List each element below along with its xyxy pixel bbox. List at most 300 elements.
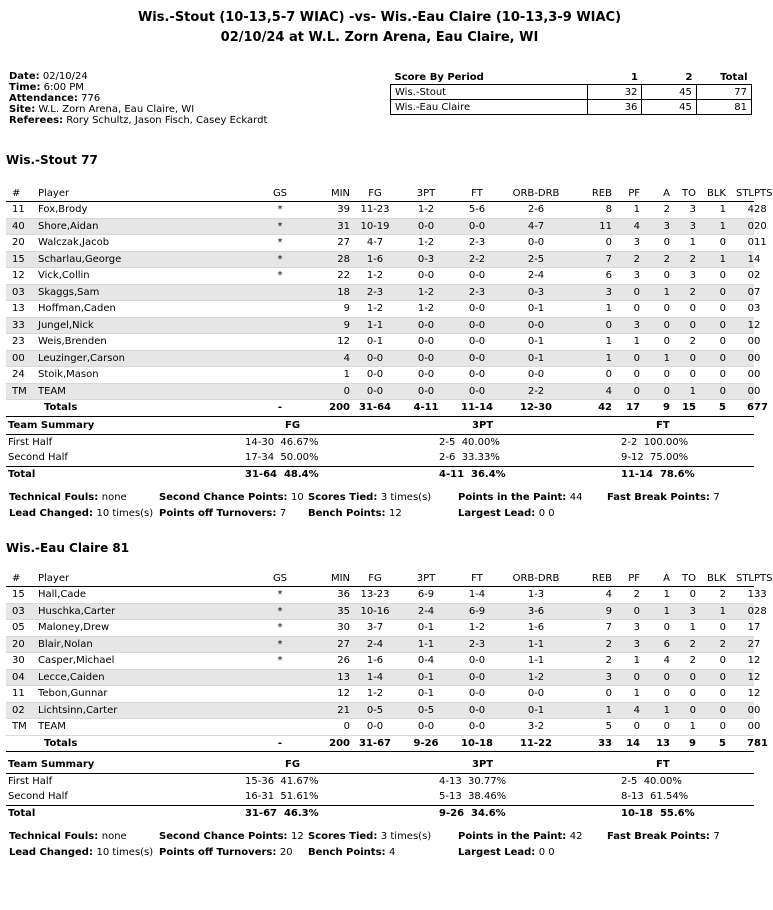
stat-cell: 0-0 [350, 383, 400, 400]
period-2-score: 45 [642, 85, 696, 100]
player-name: Scharlau,George [38, 251, 250, 268]
stat-cell: 31 [310, 218, 350, 235]
period-total-score: 81 [696, 100, 751, 115]
stat-cell: 1 [640, 603, 670, 620]
player-row: TM TEAM 0 0-0 0-0 0-0 3-2 5 0 0 1 0 0 0 [6, 719, 754, 736]
totals-cell: 15 [670, 400, 696, 417]
stat-cell: 1 [612, 202, 640, 219]
player-name: Hall,Cade [38, 587, 250, 604]
stat-cell: 0 [696, 235, 726, 252]
stat-cell: 4-7 [350, 235, 400, 252]
totals-cell [6, 735, 38, 752]
summary-cell: 31-64 48.4% [245, 468, 319, 480]
player-row: 15 Hall,Cade * 36 13-23 6-9 1-4 1-3 4 2 1 0 2 1 33 [6, 587, 754, 604]
stat-cell: 0 [570, 317, 612, 334]
stat-cell: 0-1 [400, 686, 452, 703]
misc-stat-value: none [101, 831, 127, 842]
stat-cell: 1-1 [400, 636, 452, 653]
stat-cell: 1 [570, 334, 612, 351]
stat-cell: 2 [670, 251, 696, 268]
stat-cell: 2-2 [502, 383, 570, 400]
stat-cell: 0 [696, 669, 726, 686]
stat-cell: 1-1 [350, 317, 400, 334]
misc-stat-label: Technical Fouls: [9, 492, 99, 503]
summary-cell: 2-5 40.00% [621, 775, 682, 787]
misc-stat-value: 3 times(s) [380, 831, 432, 842]
totals-cell: 14 [612, 735, 640, 752]
stat-cell: 27 [310, 235, 350, 252]
stat-cell: 0-1 [350, 334, 400, 351]
stat-cell: 0-5 [400, 702, 452, 719]
stat-cell: 1-2 [452, 620, 502, 637]
misc-stat-label: Bench Points: [308, 508, 386, 519]
column-header: A [640, 186, 670, 202]
stat-cell: 1-6 [350, 653, 400, 670]
stat-cell: 0 [726, 334, 754, 351]
stat-cell: 18 [310, 284, 350, 301]
stat-cell: 2-4 [502, 268, 570, 285]
misc-stat-paint [458, 831, 583, 842]
stat-cell: 0 [640, 268, 670, 285]
stat-cell: 3 [670, 202, 696, 219]
summary-cell: 9-26 34.6% [439, 807, 506, 819]
stat-cell: 0 [726, 235, 754, 252]
misc-stat-value: 12 [389, 508, 402, 519]
summary-row [6, 450, 754, 466]
stat-cell: * [250, 251, 310, 268]
stat-cell: 0-1 [502, 301, 570, 318]
player-name: Tebon,Gunnar [38, 686, 250, 703]
stat-cell: 05 [6, 620, 38, 637]
stat-cell: 1 [726, 587, 754, 604]
player-row: 20 Blair,Nolan * 27 2-4 1-1 2-3 1-1 2 3 6 2 2 2 7 [6, 636, 754, 653]
stat-cell: 1 [570, 350, 612, 367]
player-row: 11 Tebon,Gunnar 12 1-2 0-1 0-0 0-0 0 1 0 0 0 1 2 [6, 686, 754, 703]
stat-cell [250, 301, 310, 318]
stat-cell: 1-6 [502, 620, 570, 637]
score-by-period [390, 71, 752, 115]
misc-stat-label: Lead Changed: [9, 847, 93, 858]
stat-cell: 1-4 [452, 587, 502, 604]
stat-cell: 1 [670, 235, 696, 252]
misc-stat-lead [9, 508, 153, 519]
stat-cell [250, 350, 310, 367]
misc-stat-value: 12 [291, 831, 304, 842]
player-row: 03 Huschka,Carter * 35 10-16 2-4 6-9 3-6 9 0 1 3 1 0 28 [6, 603, 754, 620]
misc-stat-label: Technical Fouls: [9, 831, 99, 842]
misc-stat-label: Fast Break Points: [607, 831, 710, 842]
player-row: 20 Walczak,Jacob * 27 4-7 1-2 2-3 0-0 0 3 0 1 0 0 11 [6, 235, 754, 252]
totals-cell: - [250, 400, 310, 417]
stat-cell: * [250, 268, 310, 285]
stat-cell: 27 [310, 636, 350, 653]
stat-cell: * [250, 218, 310, 235]
stat-cell: 1 [696, 603, 726, 620]
misc-stat-value: 7 [713, 831, 720, 842]
attendance-value: 776 [81, 93, 101, 104]
misc-stat-label: Points off Turnovers: [159, 508, 277, 519]
summary-cell: FT [656, 420, 670, 431]
misc-stat-paint [458, 492, 583, 503]
stat-cell: 0 [612, 603, 640, 620]
summary-cell: Second Half [8, 791, 68, 802]
stat-cell: 30 [6, 653, 38, 670]
totals-cell: 13 [640, 735, 670, 752]
stat-cell: 1 [696, 202, 726, 219]
referees-value: Rory Schultz, Jason Fisch, Casey Eckardt [66, 115, 268, 126]
player-name: Weis,Brenden [38, 334, 250, 351]
summary-cell: Total [8, 468, 36, 480]
misc-stat-label: Scores Tied: [308, 831, 378, 842]
period-2-score: 45 [642, 100, 696, 115]
stat-cell: 5-6 [452, 202, 502, 219]
stat-cell: 0 [670, 669, 696, 686]
stat-cell: 11 [6, 686, 38, 703]
column-header: FT [452, 186, 502, 202]
column-header: ORB-DRB [502, 571, 570, 587]
summary-cell: 3PT [472, 759, 494, 770]
summary-header [6, 757, 754, 774]
stat-cell: 0 [696, 268, 726, 285]
stat-cell [250, 284, 310, 301]
stat-cell [250, 669, 310, 686]
totals-cell: 200 [310, 735, 350, 752]
attendance-label: Attendance: [9, 93, 78, 104]
stat-cell: 2 [670, 653, 696, 670]
stat-cell: 0-0 [400, 268, 452, 285]
misc-stat-bench [308, 508, 402, 519]
column-header: A [640, 571, 670, 587]
totals-cell: 12-30 [502, 400, 570, 417]
stat-cell: 1 [310, 367, 350, 384]
stat-cell [250, 383, 310, 400]
stat-cell: 1 [726, 620, 754, 637]
stat-cell: 0-0 [452, 686, 502, 703]
stat-cell: 1 [612, 334, 640, 351]
summary-cell: FG [285, 420, 301, 431]
misc-stat-value: 42 [569, 831, 583, 842]
misc-stat-label: Points off Turnovers: [159, 847, 277, 858]
stat-cell: 0 [696, 620, 726, 637]
stat-cell: 0 [640, 317, 670, 334]
stat-cell: 1-2 [350, 301, 400, 318]
player-name: Fox,Brody [38, 202, 250, 219]
stat-cell: 10-16 [350, 603, 400, 620]
stat-cell: 0-0 [400, 334, 452, 351]
stat-cell: 2 [670, 334, 696, 351]
player-row: 13 Hoffman,Caden 9 1-2 1-2 0-0 0-1 1 0 0 0 0 0 3 [6, 301, 754, 318]
stat-cell: 15 [6, 587, 38, 604]
summary-cell: 11-14 78.6% [621, 468, 695, 480]
period-total-header: Total [696, 71, 751, 85]
player-name: Maloney,Drew [38, 620, 250, 637]
misc-stat-lead [9, 847, 153, 858]
stat-cell: 0 [726, 383, 754, 400]
stat-cell: 40 [6, 218, 38, 235]
stat-cell: 0 [696, 334, 726, 351]
player-name: Blair,Nolan [38, 636, 250, 653]
stat-cell: 2-5 [502, 251, 570, 268]
totals-cell: 42 [570, 400, 612, 417]
stat-cell: 1-2 [400, 235, 452, 252]
stat-cell: 15 [6, 251, 38, 268]
stat-cell: 4 [726, 202, 754, 219]
column-header: BLK [696, 186, 726, 202]
stat-cell: 0-0 [452, 702, 502, 719]
column-header: TO [670, 186, 696, 202]
stat-cell: 1 [726, 251, 754, 268]
summary-cell: FT [656, 759, 670, 770]
stat-cell: 2 [696, 587, 726, 604]
stat-cell: 0 [726, 218, 754, 235]
stat-cell: 4 [570, 383, 612, 400]
column-header: FG [350, 571, 400, 587]
stat-cell: 1-2 [400, 301, 452, 318]
period-team: Wis.-Stout [391, 85, 588, 100]
misc-stat-largest [458, 847, 555, 858]
stat-cell: 1 [670, 383, 696, 400]
misc-stat-value: 3 times(s) [380, 492, 432, 503]
stat-cell: * [250, 235, 310, 252]
stat-cell: 2 [570, 636, 612, 653]
stat-cell: 0-0 [452, 268, 502, 285]
totals-cell: 4-11 [400, 400, 452, 417]
stat-cell: 3 [670, 268, 696, 285]
totals-cell: 11-14 [452, 400, 502, 417]
player-name: TEAM [38, 719, 250, 736]
totals-row: Totals - 200 31-67 9-26 10-18 11-22 33 14 13 9 5 7 81 [6, 735, 754, 752]
stat-cell: 0 [726, 350, 754, 367]
stat-cell: 0 [640, 334, 670, 351]
totals-cell: 200 [310, 400, 350, 417]
stat-cell: 0-3 [400, 251, 452, 268]
column-header: FT [452, 571, 502, 587]
misc-stat-second [159, 492, 304, 503]
period-2-header: 2 [642, 71, 696, 85]
summary-row [6, 774, 754, 790]
box-score-header-row: # Player GS MIN FG 3PT FT ORB-DRB REB PF A TO BLK STL PTS [6, 571, 754, 587]
player-name: Huschka,Carter [38, 603, 250, 620]
stat-cell: 4-7 [502, 218, 570, 235]
box-score-header-row: # Player GS MIN FG 3PT FT ORB-DRB REB PF A TO BLK STL PTS [6, 186, 754, 202]
stat-cell: 0 [696, 350, 726, 367]
stat-cell: 0 [640, 383, 670, 400]
stat-cell: 0 [640, 620, 670, 637]
misc-stat-value: 7 [279, 508, 287, 519]
summary-row [6, 435, 754, 451]
stat-cell: 00 [6, 350, 38, 367]
stat-cell: 0 [640, 669, 670, 686]
stat-cell: 0 [696, 719, 726, 736]
stat-cell: 0 [612, 719, 640, 736]
misc-stat-tech [9, 831, 127, 842]
stat-cell: 0-0 [452, 383, 502, 400]
stat-cell: 5 [570, 719, 612, 736]
stat-cell: 2 [612, 251, 640, 268]
stat-cell: * [250, 620, 310, 637]
stat-cell: 0-0 [452, 317, 502, 334]
stat-cell: 12 [6, 268, 38, 285]
player-name: Shore,Aidan [38, 218, 250, 235]
stat-cell: 0 [726, 603, 754, 620]
stat-cell: 0 [570, 235, 612, 252]
stat-cell: 0-0 [400, 383, 452, 400]
summary-cell: 2-2 100.00% [621, 436, 689, 448]
stat-cell: 4 [640, 653, 670, 670]
stat-cell: 0 [696, 383, 726, 400]
date-label: Date: [9, 71, 40, 82]
totals-cell: 33 [570, 735, 612, 752]
misc-stat-tech [9, 492, 127, 503]
player-name: Leuzinger,Carson [38, 350, 250, 367]
stat-cell: 0-0 [452, 653, 502, 670]
stat-cell: 0 [670, 587, 696, 604]
stat-cell: 0 [696, 702, 726, 719]
totals-cell: 17 [612, 400, 640, 417]
stat-cell: 21 [310, 702, 350, 719]
stat-cell: 13 [6, 301, 38, 318]
stat-cell: 0 [612, 669, 640, 686]
misc-stat-fast [607, 831, 720, 842]
player-name: Vick,Collin [38, 268, 250, 285]
stat-cell: 1 [612, 686, 640, 703]
stat-cell: 3 [670, 603, 696, 620]
player-name: Walczak,Jacob [38, 235, 250, 252]
stat-cell: 0-0 [400, 350, 452, 367]
column-header: REB [570, 571, 612, 587]
misc-stat-value: 10 times(s) [96, 508, 154, 519]
stat-cell: 6-9 [400, 587, 452, 604]
stat-cell: 0-0 [452, 350, 502, 367]
time-value: 6:00 PM [43, 82, 84, 93]
stat-cell: 2 [640, 251, 670, 268]
stat-cell: 13-23 [350, 587, 400, 604]
stat-cell: * [250, 587, 310, 604]
misc-stat-label: Points in the Paint: [458, 831, 567, 842]
totals-cell: 6 [726, 400, 754, 417]
stat-cell: 2-3 [452, 284, 502, 301]
stat-cell: 0 [670, 350, 696, 367]
stat-cell: 3 [612, 636, 640, 653]
player-row: 33 Jungel,Nick 9 1-1 0-0 0-0 0-0 0 3 0 0 0 1 2 [6, 317, 754, 334]
stat-cell: 1 [640, 350, 670, 367]
stat-cell: 0 [670, 702, 696, 719]
stat-cell: 0 [726, 702, 754, 719]
totals-cell: Totals [38, 400, 250, 417]
stat-cell: 0 [310, 719, 350, 736]
stat-cell: 0-1 [502, 334, 570, 351]
stat-cell: 0 [670, 367, 696, 384]
stat-cell: 3 [612, 317, 640, 334]
misc-stat-value: 7 [713, 492, 720, 503]
stat-cell: 3 [570, 669, 612, 686]
player-row: 02 Lichtsinn,Carter 21 0-5 0-5 0-0 0-1 1 4 1 0 0 0 0 [6, 702, 754, 719]
stat-cell: 4 [612, 218, 640, 235]
column-header: GS [250, 571, 310, 587]
stat-cell: 1-3 [502, 587, 570, 604]
column-header: MIN [310, 186, 350, 202]
misc-stat-turnovers [159, 847, 293, 858]
stat-cell: TM [6, 719, 38, 736]
summary-cell: 5-13 38.46% [439, 791, 507, 802]
stat-cell: 1 [726, 686, 754, 703]
stat-cell: 9 [310, 301, 350, 318]
player-name: Lecce,Caiden [38, 669, 250, 686]
player-name: Casper,Michael [38, 653, 250, 670]
stat-cell: 33 [6, 317, 38, 334]
stat-cell: 03 [6, 284, 38, 301]
totals-cell: 31-64 [350, 400, 400, 417]
stat-cell: 2-4 [400, 603, 452, 620]
misc-stat-label: Second Chance Points: [159, 492, 288, 503]
player-row: 05 Maloney,Drew * 30 3-7 0-1 1-2 1-6 7 3 0 1 0 1 7 [6, 620, 754, 637]
totals-cell: - [250, 735, 310, 752]
stat-cell: * [250, 653, 310, 670]
misc-stat-value: 20 [279, 847, 293, 858]
player-row: TM TEAM 0 0-0 0-0 0-0 2-2 4 0 0 1 0 0 0 [6, 383, 754, 400]
stat-cell [250, 686, 310, 703]
stat-cell: 1-1 [502, 636, 570, 653]
totals-cell: 9 [640, 400, 670, 417]
summary-cell: 4-13 30.77% [439, 775, 507, 787]
summary-cell: 14-30 46.67% [245, 436, 319, 448]
stat-cell: 12 [310, 334, 350, 351]
player-name: Jungel,Nick [38, 317, 250, 334]
site-label: Site: [9, 104, 36, 115]
stat-cell: 2-3 [350, 284, 400, 301]
player-row: 03 Skaggs,Sam 18 2-3 1-2 2-3 0-3 3 0 1 2 0 0 7 [6, 284, 754, 301]
column-header: Player [38, 186, 250, 202]
period-1-score: 32 [587, 85, 641, 100]
game-subtitle: 02/10/24 at W.L. Zorn Arena, Eau Claire, WI [220, 30, 539, 45]
stat-cell: 1 [726, 653, 754, 670]
misc-stat-largest [458, 508, 555, 519]
summary-cell: Team Summary [8, 759, 95, 770]
totals-cell: 31-67 [350, 735, 400, 752]
stat-cell: 0-0 [502, 686, 570, 703]
stat-cell: 0 [612, 284, 640, 301]
stat-cell: 0 [640, 367, 670, 384]
player-row: 12 Vick,Collin * 22 1-2 0-0 0-0 2-4 6 3 0 3 0 0 2 [6, 268, 754, 285]
stat-cell: 1-1 [502, 653, 570, 670]
stat-cell: 0-1 [502, 350, 570, 367]
misc-stat-tied [308, 492, 431, 503]
summary-cell: Second Half [8, 452, 68, 463]
summary-cell: 10-18 55.6% [621, 807, 695, 819]
score-by-period-title: Score By Period [391, 71, 588, 85]
box-score-table [6, 186, 773, 417]
stat-cell: 39 [310, 202, 350, 219]
misc-stat-label: Bench Points: [308, 847, 386, 858]
stat-cell: 0 [696, 367, 726, 384]
period-1-header: 1 [587, 71, 641, 85]
summary-cell: 16-31 51.61% [245, 791, 319, 802]
column-header: STL [726, 571, 754, 587]
stat-cell: 3-6 [502, 603, 570, 620]
totals-cell: 9 [670, 735, 696, 752]
stat-cell: 6 [570, 268, 612, 285]
stat-cell: 1-2 [400, 284, 452, 301]
stat-cell: 6-9 [452, 603, 502, 620]
stat-cell: 3 [612, 268, 640, 285]
totals-cell: 5 [696, 735, 726, 752]
stat-cell: 4 [570, 587, 612, 604]
misc-stat-label: Fast Break Points: [607, 492, 710, 503]
stat-cell: 2 [612, 587, 640, 604]
summary-total-row [6, 466, 754, 483]
stat-cell: 2 [570, 653, 612, 670]
stat-cell: 3-2 [502, 719, 570, 736]
